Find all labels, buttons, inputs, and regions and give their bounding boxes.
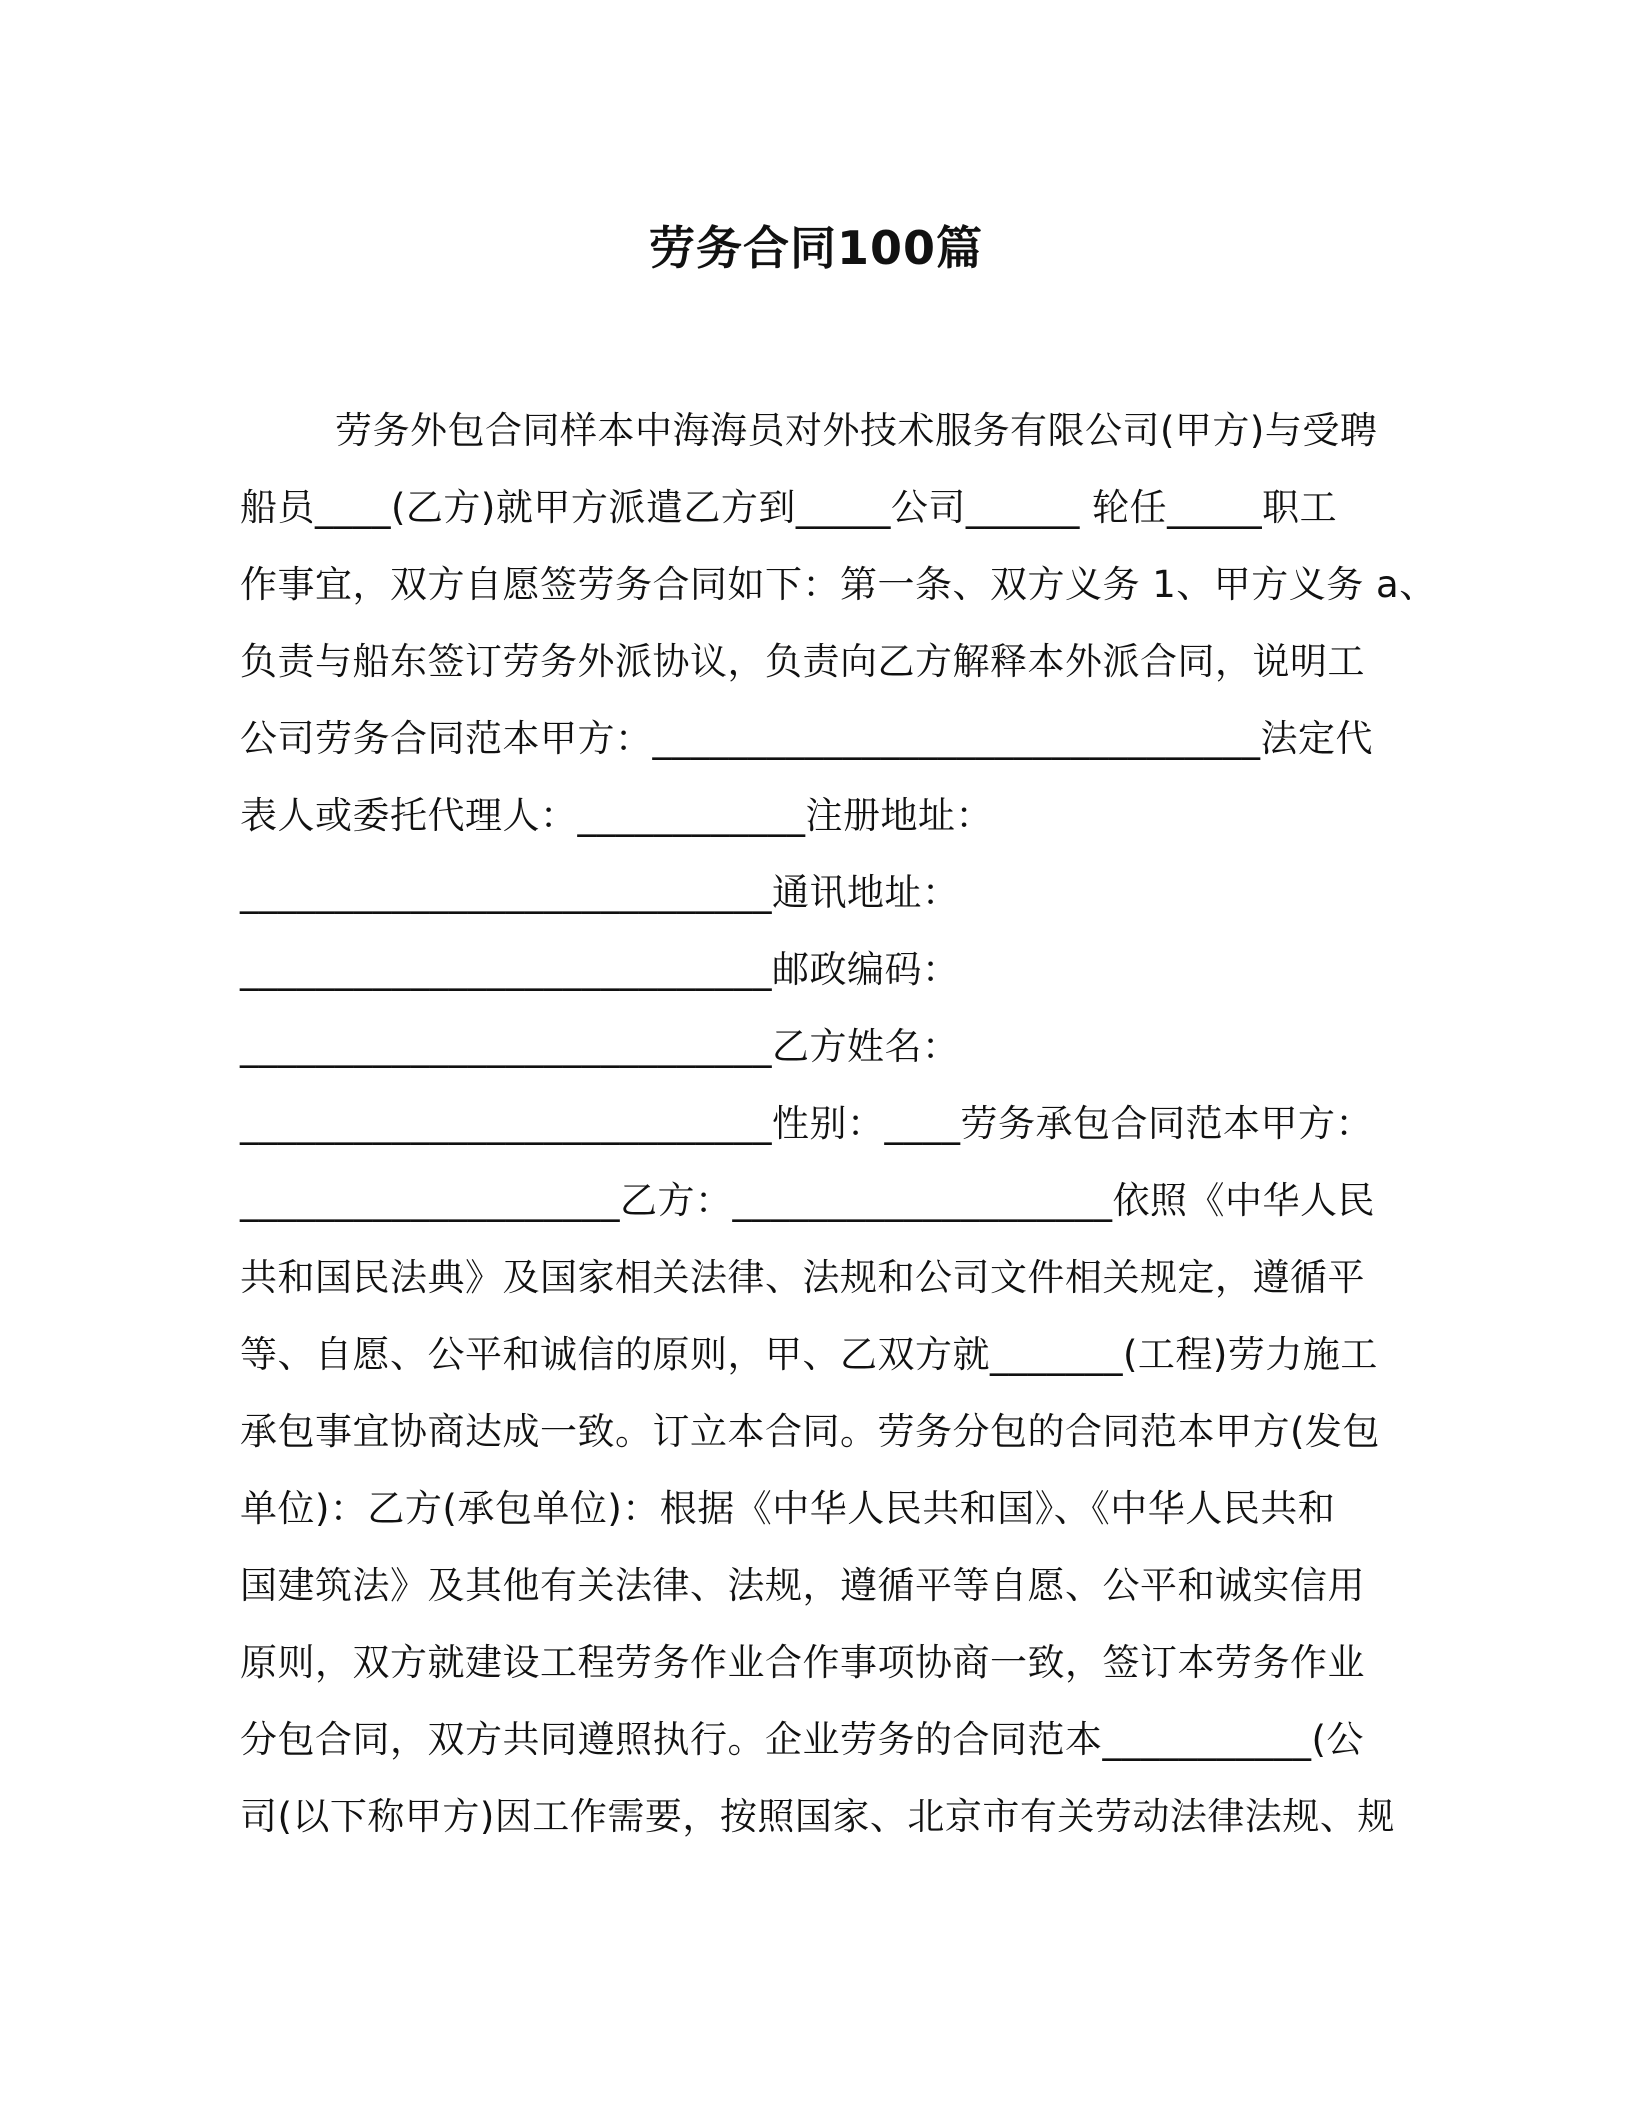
body-line: 司(以下称甲方)因工作需要，按照国家、北京市有关劳动法律法规、规 [240,1795,1395,1838]
body-line: 原则，双方就建设工程劳务作业合作事项协商一致，签订本劳务作业 [240,1641,1365,1684]
body-line: 劳务外包合同样本中海海员对外技术服务有限公司(甲方)与受聘 [335,409,1378,452]
body-line: ____________________________通讯地址： [240,871,960,914]
body-line: ____________________________邮政编码： [240,948,960,991]
body-line: 等、自愿、公平和诚信的原则，甲、乙双方就_______(工程)劳力施工 [240,1333,1378,1376]
body-line: 作事宜，双方自愿签劳务合同如下：第一条、双方义务 1、甲方义务 a、 [240,563,1437,606]
body-line: 单位)：乙方(承包单位)：根据《中华人民共和国》、《中华人民共和 [240,1487,1336,1530]
document-body [240,392,1437,1855]
body-line: 共和国民法典》及国家相关法律、法规和公司文件相关规定，遵循平 [240,1256,1365,1299]
body-line: 表人或委托代理人：____________注册地址： [240,794,993,837]
body-line: ____________________________性别：____劳务承包合同范本甲方： [240,1102,1373,1145]
document-title: 劳务合同100篇 [648,221,984,275]
body-line: 公司劳务合同范本甲方：________________________________法定代 [240,717,1373,760]
body-line: 负责与船东签订劳务外派协议，负责向乙方解释本外派合同，说明工 [240,640,1365,683]
body-line: 承包事宜协商达成一致。订立本合同。劳务分包的合同范本甲方(发包 [240,1410,1380,1453]
body-line: ____________________________乙方姓名： [240,1025,960,1068]
body-line: 船员____(乙方)就甲方派遣乙方到_____公司______ 轮任_____职工 [240,486,1338,529]
body-line: 国建筑法》及其他有关法律、法规，遵循平等自愿、公平和诚实信用 [240,1564,1365,1607]
body-line: 分包合同，双方共同遵照执行。企业劳务的合同范本___________(公 [240,1718,1364,1761]
body-line: ____________________乙方：____________________依照《中华人民 [240,1179,1375,1222]
